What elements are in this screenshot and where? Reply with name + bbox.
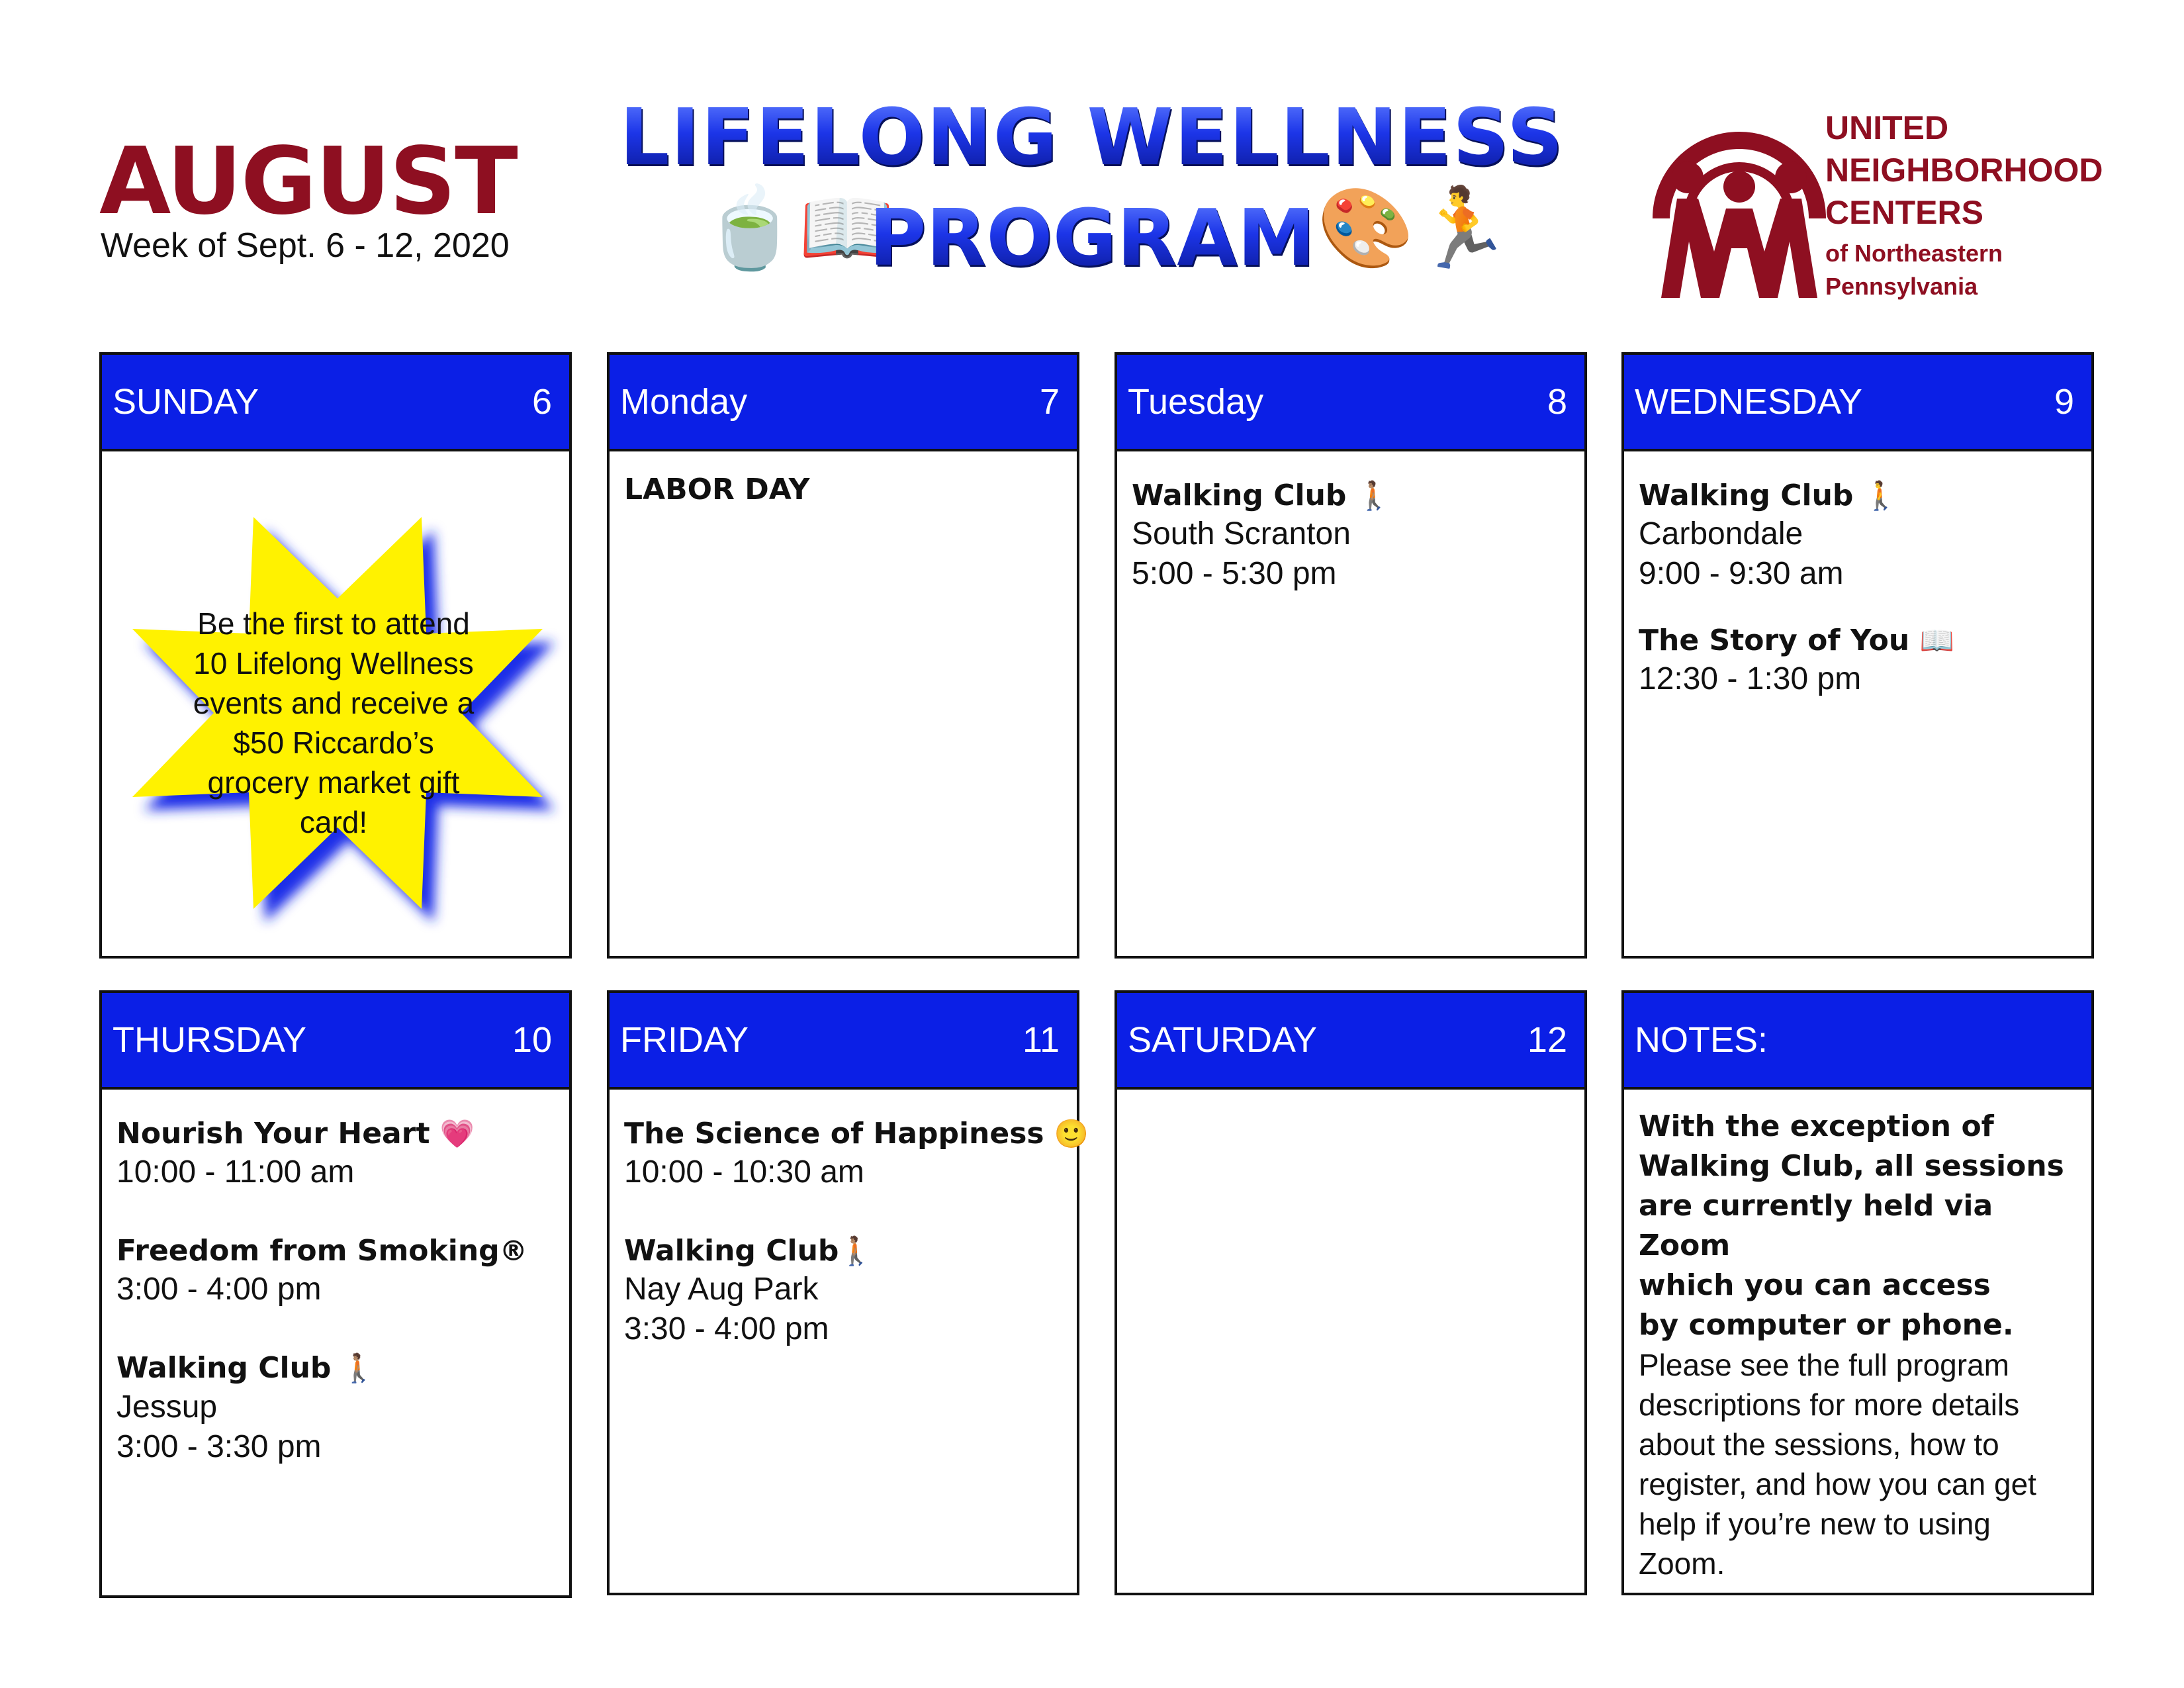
notes-line: Zoom. — [1639, 1546, 1725, 1581]
promo-text: Be the first to attend 10 Lifelong Wellness events and receive a $50 Riccardo’s grocery market gift card! — [193, 606, 475, 839]
event-time: 10:00 - 10:30 am — [624, 1154, 864, 1190]
logo-text-line3: CENTERS — [1825, 194, 1983, 231]
day-name: Tuesday — [1128, 382, 1264, 422]
holiday-label: LABOR DAY — [624, 473, 810, 506]
logo-text-line4: of Northeastern — [1825, 240, 2003, 267]
event-time: 12:30 - 1:30 pm — [1639, 661, 1862, 697]
notes-line: help if you’re new to using — [1639, 1507, 1991, 1541]
notes-bold-line: Walking Club, all sessions — [1639, 1149, 2064, 1183]
event-title: Nourish Your Heart 💗 — [116, 1117, 475, 1150]
day-header — [1117, 355, 1584, 451]
notes-bold-line: With the exception of — [1639, 1109, 1994, 1143]
event-location: South Scranton — [1132, 516, 1351, 552]
day-card-friday — [607, 990, 1089, 1595]
day-body — [102, 1090, 569, 1597]
month-title: AUGUST — [99, 128, 517, 236]
day-number: 9 — [2054, 382, 2074, 422]
event-title: Walking Club 🚶🏽 — [1132, 479, 1392, 512]
logo-text-line2: NEIGHBORHOOD — [1825, 152, 2103, 189]
day-number: 7 — [1039, 382, 1060, 422]
event-time: 5:00 - 5:30 pm — [1132, 556, 1337, 592]
notes-title: NOTES: — [1635, 1020, 1768, 1060]
notes-header — [1624, 993, 2091, 1090]
day-body — [1117, 1090, 1584, 1597]
event — [624, 1232, 1062, 1349]
day-name: Monday — [620, 382, 748, 422]
day-header — [610, 355, 1077, 451]
unc-logo — [1648, 99, 2111, 298]
event-time: 3:00 - 4:00 pm — [116, 1272, 322, 1307]
notes-line: descriptions for more details — [1639, 1387, 2020, 1422]
day-body — [1624, 451, 2091, 959]
day-name: SATURDAY — [1128, 1020, 1318, 1060]
event — [116, 1349, 555, 1466]
logo-text-line5: Pennsylvania — [1825, 273, 1978, 300]
day-header — [610, 993, 1077, 1090]
event — [624, 1115, 1089, 1192]
program-title-line1: LIFELONG WELLNESS — [596, 98, 1588, 176]
week-range: Week of Sept. 6 - 12, 2020 — [101, 226, 510, 265]
notes-card — [1621, 990, 2094, 1595]
day-header — [1624, 355, 2091, 451]
day-card-saturday — [1115, 990, 1587, 1595]
smiley-icon: 🙂 — [1054, 1117, 1089, 1150]
day-body — [1117, 451, 1584, 959]
event — [1639, 477, 2077, 594]
day-number: 12 — [1527, 1020, 1567, 1060]
event — [1639, 622, 2077, 699]
registered-icon: ® — [499, 1235, 527, 1268]
day-card-thursday — [99, 990, 572, 1598]
walking-person-icon: 🚶🏽 — [341, 1352, 377, 1385]
day-number: 6 — [531, 382, 552, 422]
day-card-wednesday — [1621, 352, 2094, 959]
book-icon: 📖 — [1919, 624, 1954, 657]
walking-person-icon: 🚶🏽 — [839, 1235, 874, 1268]
event-time: 9:00 - 9:30 am — [1639, 556, 1844, 592]
event — [1132, 477, 1570, 594]
event-title: The Story of You 📖 — [1639, 624, 1954, 658]
day-card-monday — [607, 352, 1079, 959]
day-card-tuesday — [1115, 352, 1587, 959]
logo-text-line1: UNITED — [1825, 109, 1949, 146]
event-time: 10:00 - 11:00 am — [116, 1154, 355, 1190]
promo-starburst — [102, 451, 569, 959]
day-header — [102, 993, 569, 1090]
event — [116, 1232, 555, 1309]
day-name: THURSDAY — [113, 1020, 307, 1060]
walking-person-icon: 🚶🏽 — [1356, 479, 1392, 512]
day-card-sunday — [99, 352, 572, 959]
event-location: Jessup — [116, 1389, 218, 1425]
day-body — [102, 451, 569, 959]
event-time: 3:30 - 4:00 pm — [624, 1311, 829, 1347]
event-time: 3:00 - 3:30 pm — [116, 1429, 322, 1464]
event-title: The Science of Happiness 🙂 — [624, 1117, 1089, 1150]
day-header — [1117, 993, 1584, 1090]
event-title: Walking Club 🚶🏽 — [116, 1351, 377, 1385]
notes-bold-line: are currently held via Zoom — [1639, 1189, 1993, 1262]
event-location: Carbondale — [1639, 516, 1803, 552]
day-number: 11 — [1022, 1020, 1060, 1060]
event — [116, 1115, 555, 1192]
walking-person-icon: 🚶 — [1863, 479, 1899, 512]
notes-body — [1624, 1090, 2091, 1597]
day-body — [610, 451, 1077, 959]
heart-icon: 💗 — [439, 1117, 475, 1150]
notes-bold-line: by computer or phone. — [1639, 1308, 2014, 1342]
program-title-line2: PROGRAM — [596, 199, 1588, 277]
event-location: Nay Aug Park — [624, 1272, 819, 1307]
event-title: Walking Club🚶🏽 — [624, 1234, 874, 1268]
day-body — [610, 1090, 1089, 1597]
day-name: WEDNESDAY — [1635, 382, 1863, 422]
day-name: FRIDAY — [620, 1020, 749, 1060]
day-number: 8 — [1547, 382, 1567, 422]
event-title: Freedom from Smoking® — [116, 1234, 527, 1268]
day-header — [102, 355, 569, 451]
event-title: Walking Club 🚶 — [1639, 479, 1899, 512]
palette-runner-icon: 🎨🏃 — [1317, 185, 1512, 272]
unc-logo-mark-icon — [1648, 99, 1827, 298]
notes-bold-line: which you can access — [1639, 1268, 1991, 1302]
notes-line: Please see the full program — [1639, 1348, 2009, 1382]
notes-line: register, and how you can get — [1639, 1467, 2036, 1501]
day-name: SUNDAY — [113, 382, 259, 422]
day-number: 10 — [512, 1020, 552, 1060]
notes-line: about the sessions, how to — [1639, 1427, 1999, 1462]
